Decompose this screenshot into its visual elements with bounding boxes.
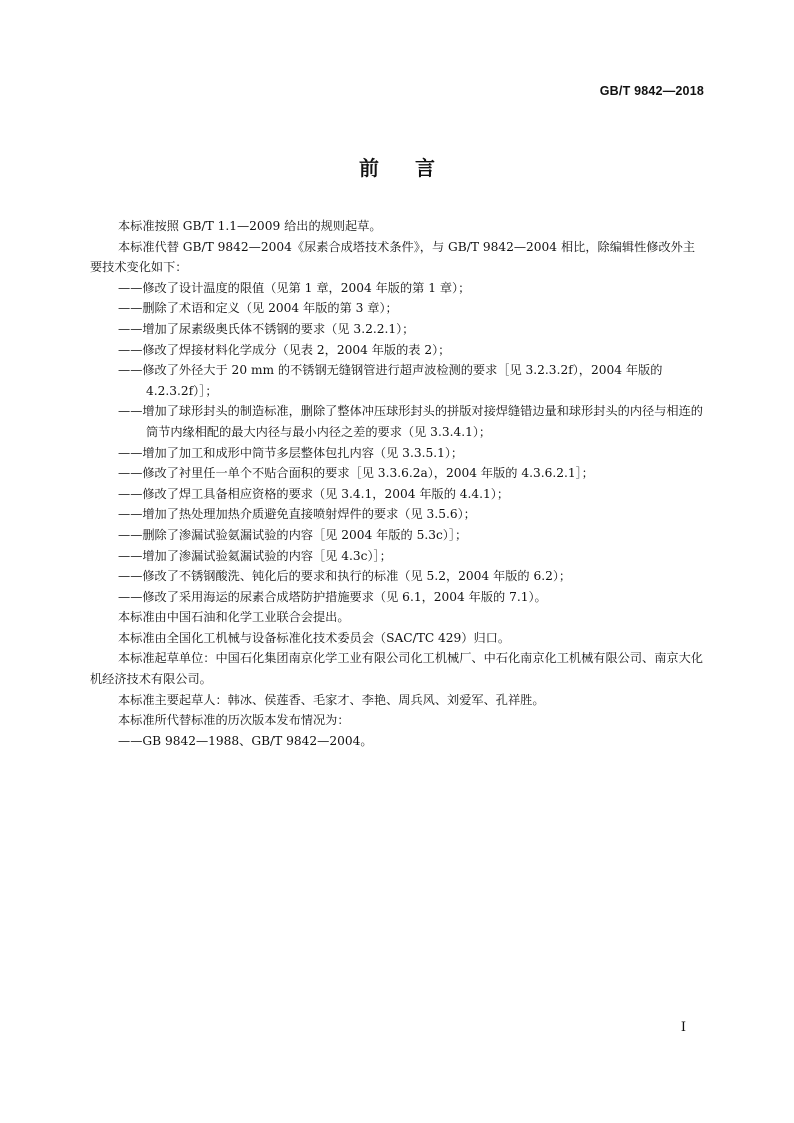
change-item: ——修改了焊工具备相应资格的要求（见 3.4.1，2004 年版的 4.4.1）； [118,486,510,501]
change-item: ——修改了外径大于 20 mm 的不锈钢无缝钢管进行超声波检测的要求［见 3.2.3.2f），2004 年版的 4.2.3.2f）］； [118,363,663,398]
paragraph: 本标准由中国石油和化学工业联合会提出。 [118,610,350,625]
change-item: ——修改了焊接材料化学成分（见表 2，2004 年版的表 2）； [118,342,451,357]
paragraph: 本标准由全国化工机械与设备标准化技术委员会（SAC/TC 429）归口。 [118,630,511,645]
change-item: ——增加了加工和成形中筒节多层整体包扎内容（见 3.3.5.1）； [118,445,464,460]
change-item: ——删除了术语和定义（见 2004 年版的第 3 章）； [118,301,398,316]
paragraph: 本标准按照 GB/T 1.1—2009 给出的规则起草。 [118,219,382,233]
page-title: 前言 [359,156,471,180]
change-item: ——增加了热处理加热介质避免直接喷射焊件的要求（见 3.5.6）； [118,507,476,522]
change-item: ——修改了衬里任一单个不贴合面积的要求［见 3.3.6.2a），2004 年版的 4.3.6.2.1］； [118,466,594,481]
paragraph: 本标准主要起草人：韩冰、侯莲香、毛家才、李艳、周兵风、刘爱军、孔祥胜。 [118,692,545,707]
change-item: ——增加了球形封头的制造标准，删除了整体冲压球形封头的拼版对接焊缝错边量和球形封头的内径与相连的筒节内缘相配的最大内径与最小内径之差的要求（见 3.3.4.1）； [118,404,703,439]
paragraph: 本标准所代替标准的历次版本发布情况为： [118,713,350,728]
change-item: ——增加了渗漏试验氦漏试验的内容［见 4.3c）］； [118,548,392,563]
history-item: ——GB 9842—1988、GB/T 9842—2004。 [118,733,373,748]
paragraph: 本标准代替 GB/T 9842—2004《尿素合成塔技术条件》，与 GB/T 9842—2004 相比，除编辑性修改外主要技术变化如下： [90,239,696,275]
standard-code: GB/T 9842—2018 [599,84,704,98]
paragraph: 本标准起草单位：中国石化集团南京化学工业有限公司化工机械厂、中石化南京化工机械有限公司、南京大化机经济技术有限公司。 [90,651,703,687]
change-item: ——修改了设计温度的限值（见第 1 章，2004 年版的第 1 章）； [118,280,471,295]
document-body [90,216,704,751]
change-item: ——修改了不锈钢酸洗、钝化后的要求和执行的标准（见 5.2，2004 年版的 6.2）； [118,569,572,584]
change-item: ——修改了采用海运的尿素合成塔防护措施要求（见 6.1，2004 年版的 7.1）。 [118,589,547,604]
page-number: I [680,1020,686,1035]
change-item: ——删除了渗漏试验氨漏试验的内容［见 2004 年版的 5.3c）］； [118,527,468,542]
change-item: ——增加了尿素级奥氏体不锈钢的要求（见 3.2.2.1）； [118,321,415,336]
